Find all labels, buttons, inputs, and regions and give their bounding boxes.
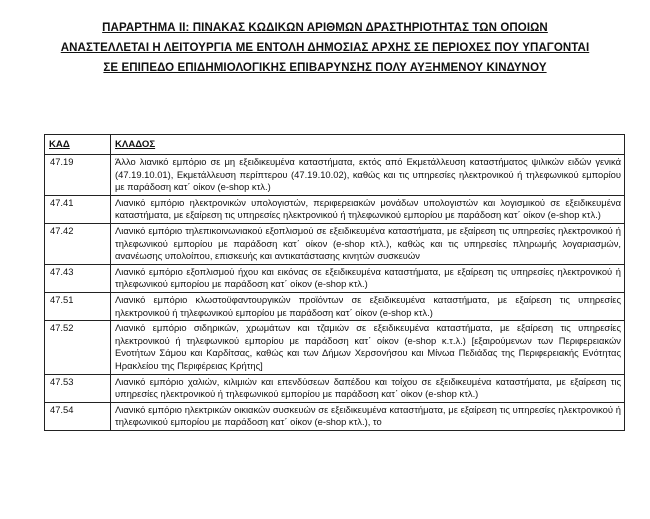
table-row bbox=[45, 155, 625, 196]
klados-description: Λιανικό εμπόριο ηλεκτρονικών υπολογιστών, περιφερειακών μονάδων υπολογιστών και λογισμικού σε εξειδικευμένα καταστήματα, με εξαίρεση τις υπηρεσίες ηλεκτρονικού ή τηλεφωνικού εμπορίου με παράδοση κατ΄ οίκον (e-shop κτλ.) bbox=[111, 195, 625, 223]
klados-description: Λιανικό εμπόριο ηλεκτρικών οικιακών συσκευών σε εξειδικευμένα καταστήματα, με εξαίρεση τις υπηρεσίες ηλεκτρονικού ή τηλεφωνικού εμπορίου με παράδοση κατ΄ οίκον (e-shop κτλ.), το bbox=[111, 402, 625, 430]
table-header-row bbox=[45, 135, 625, 155]
table-row bbox=[45, 195, 625, 223]
table-row bbox=[45, 223, 625, 264]
klados-description: Λιανικό εμπόριο εξοπλισμού ήχου και εικόνας σε εξειδικευμένα καταστήματα, με εξαίρεση τις υπηρεσίες ηλεκτρονικού ή τηλεφωνικού εμπορίου με παράδοση κατ΄ οίκον (e-shop κτλ.) bbox=[111, 264, 625, 292]
kad-code: 47.43 bbox=[45, 264, 111, 292]
klados-description: Λιανικό εμπόριο χαλιών, κιλιμιών και επενδύσεων δαπέδου και τοίχου σε εξειδικευμένα καταστήματα, με εξαίρεση τις υπηρεσίες ηλεκτρονικού ή τηλεφωνικού εμπορίου με παράδοση κατ΄ οίκον (e-shop κτλ.) bbox=[111, 374, 625, 402]
kad-code: 47.53 bbox=[45, 374, 111, 402]
klados-description: Λιανικό εμπόριο κλωστοϋφαντουργικών προϊόντων σε εξειδικευμένα καταστήματα, με εξαίρεση τις υπηρεσίες ηλεκτρονικού ή τηλεφωνικού εμπορίου με παράδοση κατ΄ οίκον (e-shop κτλ.) bbox=[111, 292, 625, 320]
table-row bbox=[45, 374, 625, 402]
kad-code: 47.51 bbox=[45, 292, 111, 320]
klados-description: Λιανικό εμπόριο σιδηρικών, χρωμάτων και τζαμιών σε εξειδικευμένα καταστήματα, με εξαίρεση τις υπηρεσίες ηλεκτρονικού ή τηλεφωνικού εμπορίου με παράδοση κατ΄ οίκον (e-shop κ.τ.λ.) [εξαιρούμενων των Περιφερειακών Ενοτήτων Σάμου και Καρδίτσας, καθώς και των Δήμων Χερσονήσου και Μίνωα Πεδιάδας της Περιφερειακής Ενότητας Ηρακλείου της Περιφέρειας Κρήτης] bbox=[111, 321, 625, 374]
klados-description: Άλλο λιανικό εμπόριο σε μη εξειδικευμένα καταστήματα, εκτός από Εκμετάλλευση καταστήματος ψιλικών ειδών γενικά (47.19.10.01), Εκμετάλλευση περίπτερου (47.19.10.02), καθώς και τις υπηρεσίες ηλεκτρονικού ή τηλεφωνικού εμπορίου με παράδοση κατ΄ οίκον (e-shop κτλ.) bbox=[111, 155, 625, 196]
kad-code: 47.42 bbox=[45, 223, 111, 264]
table-row bbox=[45, 321, 625, 374]
table-row bbox=[45, 292, 625, 320]
kad-table bbox=[44, 134, 625, 431]
annex-title: ΠΑΡΑΡΤΗΜΑ ΙΙ: ΠΙΝΑΚΑΣ ΚΩΔΙΚΩΝ ΑΡΙΘΜΩΝ ΔΡΑΣΤΗΡΙΟΤΗΤΑΣ ΤΩΝ ΟΠΟΙΩΝ ΑΝΑΣΤΕΛΛΕΤΑΙ Η ΛΕΙΤΟΥΡΓΙΑ ΜΕ ΕΝΤΟΛΗ ΔΗΜΟΣΙΑΣ ΑΡΧΗΣ ΣΕ ΠΕΡΙΟΧΕΣ ΠΟΥ ΥΠΑΓΟΝΤΑΙ ΣΕ ΕΠΙΠΕΔΟ ΕΠΙΔΗΜΙΟΛΟΓΙΚΗΣ ΕΠΙΒΑΡΥΝΣΗΣ ΠΟΛΥ ΑΥΞΗΜΕΝΟΥ ΚΙΝΔΥΝΟΥ bbox=[60, 22, 590, 74]
kad-code: 47.19 bbox=[45, 155, 111, 196]
table-row bbox=[45, 264, 625, 292]
table-row bbox=[45, 402, 625, 430]
kad-code: 47.52 bbox=[45, 321, 111, 374]
header-kad: ΚΑΔ bbox=[45, 135, 111, 155]
header-klados: ΚΛΑΔΟΣ bbox=[111, 135, 625, 155]
kad-code: 47.54 bbox=[45, 402, 111, 430]
kad-code: 47.41 bbox=[45, 195, 111, 223]
klados-description: Λιανικό εμπόριο τηλεπικοινωνιακού εξοπλισμού σε εξειδικευμένα καταστήματα, με εξαίρεση τις υπηρεσίες ηλεκτρονικού ή τηλεφωνικού εμπορίου με παράδοση κατ΄ οίκον (e-shop κτλ.), καθώς και τις υπηρεσίες πληρωμής λογαριασμών, ανανέωσης υπολοίπου, επισκευής και αντικατάστασης κινητών συσκευών bbox=[111, 223, 625, 264]
